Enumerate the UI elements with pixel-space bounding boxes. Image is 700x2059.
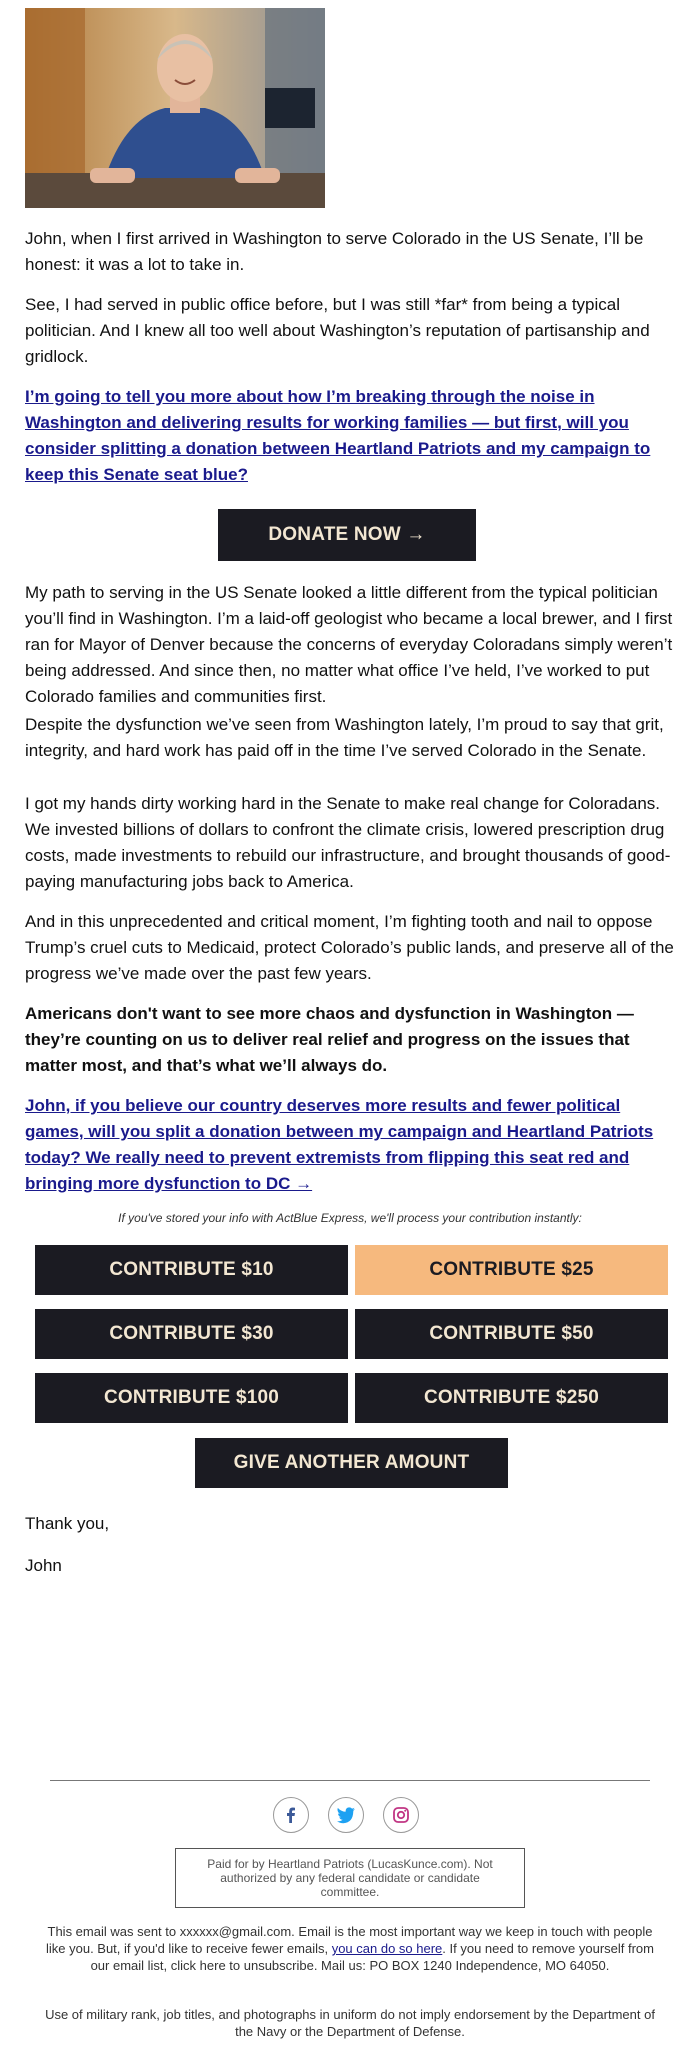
contribute-10-button[interactable]: CONTRIBUTE $10	[35, 1245, 348, 1295]
contribute-30-button[interactable]: CONTRIBUTE $30	[35, 1309, 348, 1359]
contribute-100-button[interactable]: CONTRIBUTE $100	[35, 1373, 348, 1423]
sent-to-prefix: This email was sent to	[47, 1924, 180, 1939]
sent-to-middle: . Email is the most important way we keep in touch with people like you. But, if you'd like to receive fewer emails,	[45, 1924, 653, 1956]
path-paragraph: My path to serving in the US Senate looked a little different from the typical politician you’ll find in Washington. I’m a laid-off geologist who became a local brewer, and I first ran for Mayor of Denver because the concerns of everyday Coloradans simply weren’t being addressed. And since then, no matter what office I’ve held, I’ve worked to put Colorado families and communities first.	[25, 583, 673, 706]
grit-paragraph: Despite the dysfunction we’ve seen from Washington lately, I’m proud to say that grit, integrity, and hard work has paid off in the time I’ve served Colorado in the Senate.	[25, 715, 664, 760]
military-disclaimer: Use of military rank, job titles, and photographs in uniform do not imply endorsement by the Department of the Navy or the Department of Defense.	[45, 2007, 655, 2039]
donation-ask-paragraph	[25, 384, 675, 488]
closing-thanks: Thank you,	[25, 1514, 110, 1533]
accomplishments-paragraph: I got my hands dirty working hard in the Senate to make real change for Coloradans. We invested billions of dollars to confront the climate crisis, lowered prescription drug costs, made investments to rebuild our infrastructure, and brought thousands of good-paying manufacturing jobs back to America.	[25, 794, 671, 891]
contribute-250-button[interactable]: CONTRIBUTE $250	[355, 1373, 668, 1423]
instagram-icon	[392, 1806, 410, 1824]
contribute-25-button[interactable]: CONTRIBUTE $25	[355, 1245, 668, 1295]
recipient-email: xxxxxx@gmail.com	[179, 1924, 292, 1939]
split-donation-link[interactable]: John, if you believe our country deserves more results and fewer political games, will you split a donation between my campaign and Heartland Patriots today? We really need to prevent extremists from flipping this seat red and bringing more dysfunction to DC →	[25, 1096, 654, 1193]
contribute-50-button[interactable]: CONTRIBUTE $50	[355, 1309, 668, 1359]
header-photo	[25, 8, 325, 208]
footer-divider	[50, 1780, 650, 1781]
twitter-icon	[336, 1806, 356, 1824]
facebook-link[interactable]	[273, 1797, 309, 1833]
hero-image	[25, 8, 325, 208]
facebook-icon	[282, 1806, 300, 1824]
email-footer-notice	[45, 1923, 655, 1974]
donation-ask-link[interactable]: I’m going to tell you more about how I’m breaking through the noise in Washington and delivering results for working families — but first, will you consider splitting a donation between Heartland Patriots and my campaign to keep this Senate seat blue?	[25, 387, 651, 484]
fighting-paragraph: And in this unprecedented and critical moment, I’m fighting tooth and nail to oppose Trump’s cruel cuts to Medicaid, protect Colorado’s public lands, and preserve all of the progress we’ve made over the past few years.	[25, 912, 674, 983]
unsubscribe-text[interactable]: . If you need to remove yourself from our email list, click here to unsubscribe. Mail us: PO BOX 1240 Independence, MO 64050.	[90, 1941, 654, 1973]
fewer-emails-link[interactable]: you can do so here	[331, 1941, 443, 1956]
actblue-note: If you've stored your info with ActBlue Express, we'll process your contribution instantly:	[118, 1211, 582, 1225]
split-donation-paragraph	[25, 1093, 675, 1197]
donate-now-button[interactable]: DONATE NOW →	[218, 509, 476, 561]
twitter-link[interactable]	[328, 1797, 364, 1833]
paid-for-disclaimer: Paid for by Heartland Patriots (LucasKunce.com). Not authorized by any federal candidate or candidate committee.	[175, 1848, 525, 1908]
background-paragraph: See, I had served in public office before, but I was still *far* from being a typical politician. And I knew all too well about Washington’s reputation of partisanship and gridlock.	[25, 295, 650, 366]
give-another-amount-button[interactable]: GIVE ANOTHER AMOUNT	[195, 1438, 508, 1488]
emphasis-paragraph: Americans don't want to see more chaos and dysfunction in Washington — they’re counting on us to deliver real relief and progress on the issues that matter most, and that’s what we’ll always do.	[25, 1004, 634, 1075]
signature: John	[25, 1556, 62, 1575]
intro-paragraph: John, when I first arrived in Washington to serve Colorado in the US Senate, I’ll be honest: it was a lot to take in.	[25, 229, 644, 274]
instagram-link[interactable]	[383, 1797, 419, 1833]
